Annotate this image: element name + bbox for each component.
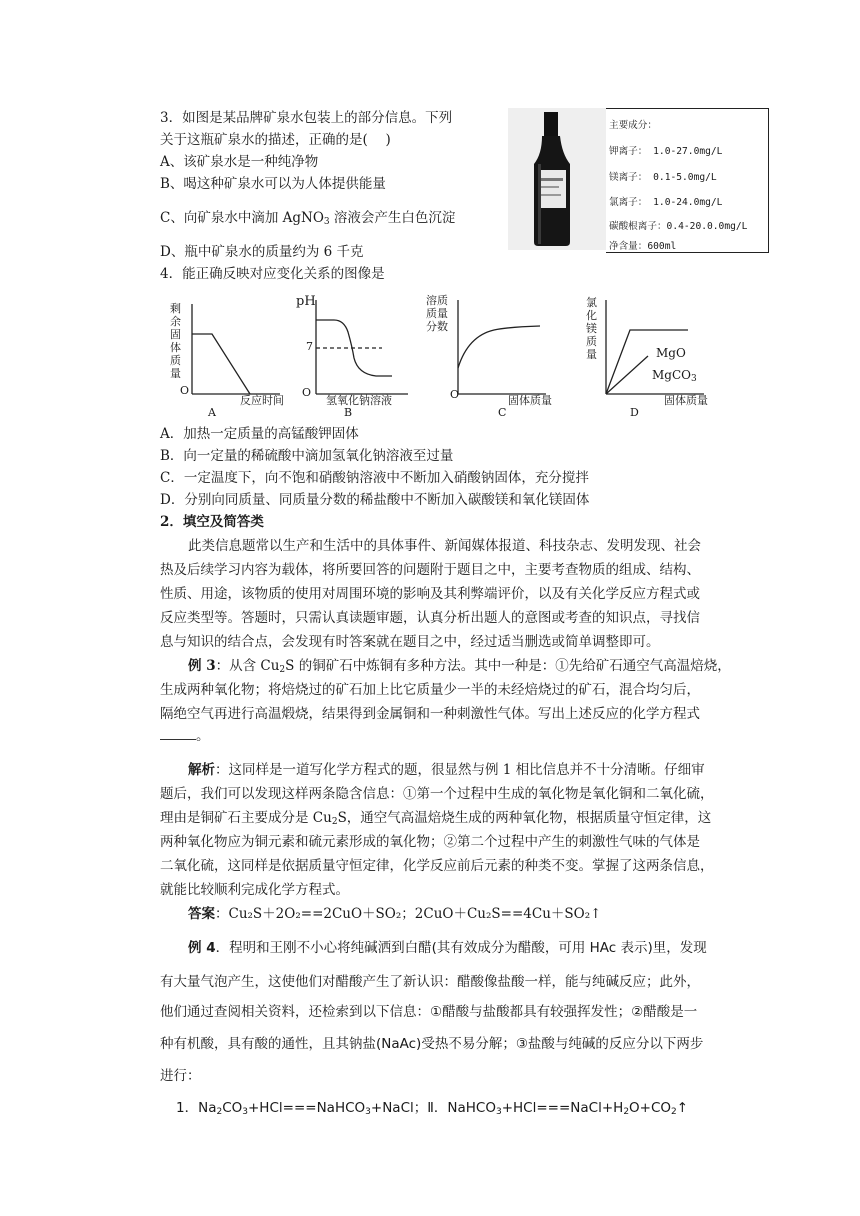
graph-c-ylabel: 溶质 质量 分数 — [426, 294, 448, 333]
q3-option-c-sub: 3 — [323, 217, 330, 227]
ex4-label: 例 4 — [188, 940, 216, 956]
graph-a-origin: O — [180, 384, 190, 397]
q3-option-c-post: 溶液会产生白色沉淀 — [329, 210, 456, 226]
q3-option-b: B、喝这种矿泉水可以为人体提供能量 — [160, 176, 386, 192]
label-row-net-content: 净含量：600ml — [609, 241, 677, 252]
q4-stem: 4．能正确反映对应变化关系的图像是 — [160, 266, 385, 282]
q3-stem-line1: 3．如图是某品牌矿泉水包装上的部分信息。下列 — [160, 110, 453, 126]
label-row-magnesium: 镁离子： 0.1-5.0mg/L — [609, 172, 717, 183]
analysis-label: 解析 — [188, 762, 215, 778]
bottle-icon — [508, 108, 608, 250]
label-row-chloride: 氯离子： 1.0-24.0mg/L — [609, 197, 723, 208]
q3-stem-line2: 关于这瓶矿泉水的描述，正确的是( ) — [160, 132, 391, 148]
section-para-line3: 性质、用途，该物质的使用对周围环境的影响及其利弊端评价，以及有关化学反应方程式或 — [160, 586, 700, 602]
q4-option-d: D．分别向同质量、同质量分数的稀盐酸中不断加入碳酸镁和氧化镁固体 — [160, 492, 590, 508]
analysis-line6: 就能比较顺利完成化学方程式。 — [160, 882, 349, 898]
graph-a — [192, 304, 280, 394]
graph-d-letter: D — [630, 406, 639, 419]
q3-option-d: D、瓶中矿泉水的质量约为 6 千克 — [160, 244, 364, 260]
graph-b-ylabel: pH — [296, 294, 316, 309]
section-heading: 2．填空及简答类 — [160, 514, 264, 530]
ex3-line4: 。 — [160, 726, 210, 746]
mineral-water-label — [606, 108, 769, 253]
section-para-line2: 热及后续学习内容为载体，将所要回答的问题附于题目之中，主要考查物质的组成、结构、 — [160, 562, 700, 578]
ex3-line1: 例 3：从含 $Cu_2S$ 的铜矿石中炼铜有多种方法。其中一种是：①先给矿石通空气高温焙烧， — [188, 658, 731, 675]
graph-a-xlabel: 反应时间 — [240, 394, 284, 407]
graph-a-letter: A — [208, 406, 216, 419]
answer-line: 答案：Cu₂S＋2O₂==2CuO＋SO₂；2CuO＋Cu₂S==4Cu＋SO₂↑ — [188, 906, 602, 922]
analysis-line5: 二氧化硫，这同样是依据质量守恒定律，化学反应前后元素的种类不变。掌握了这两条信息， — [160, 858, 714, 874]
section-para-line4: 反应类型等。答题时，只需认真读题审题，认真分析出题人的意图或考查的知识点，寻找信 — [160, 610, 700, 626]
ex3-label: 例 3 — [188, 658, 216, 674]
q4-graphs — [168, 292, 728, 422]
q3-option-c-pre: C、向矿泉水中滴加 AgNO — [160, 210, 324, 226]
graph-c-letter: C — [498, 406, 507, 419]
bottle-photo — [508, 108, 609, 250]
q4-option-b: B．向一定量的稀硫酸中滴加氢氧化钠溶液至过量 — [160, 448, 454, 464]
graph-d-xlabel: 固体质量 — [664, 394, 708, 407]
graph-b-xlabel: 氢氧化钠溶液 — [326, 394, 392, 407]
analysis-line3: 理由是铜矿石主要成分是 $Cu_2S$，通空气高温焙烧生成的两种氧化物，根据质量守恒定律，这 — [160, 810, 712, 827]
graph-c-xlabel: 固体质量 — [508, 394, 552, 407]
graph-b — [316, 300, 408, 394]
ex4-line3: 他们通过查阅相关资料，还检索到以下信息：①醋酸与盐酸都具有较强挥发性；②醋酸是一 — [160, 1004, 698, 1020]
analysis-line2: 题后，我们可以发现这样两条隐含信息：①第一个过程中生成的氧化物是氧化铜和二氧化硫， — [160, 786, 714, 802]
ex4-line5: 进行： — [160, 1068, 201, 1084]
graph-d-line-mgco3: MgCO$_3$ — [652, 368, 697, 384]
graph-b-origin: O — [302, 386, 312, 399]
answer-blank — [160, 727, 196, 740]
graph-a-ylabel: 剩余 固体 质量 — [170, 302, 181, 380]
analysis-line1: 解析：这同样是一道写化学方程式的题，很显然与例 1 相比信息并不十分清晰。仔细审 — [188, 762, 705, 778]
section-para-line5: 息与知识的结合点，会发现有时答案就在题目之中，经过适当删选或简单调整即可。 — [160, 634, 660, 650]
q4-option-c: C．一定温度下，向不饱和硝酸钠溶液中不断加入硝酸钠固体，充分搅拌 — [160, 470, 589, 486]
section-para-line1: 此类信息题常以生产和生活中的具体事件、新闻媒体报道、科技杂志、发明发现、社会 — [188, 538, 701, 554]
graph-d-ylabel: 氯 化 镁 质 量 — [586, 296, 597, 361]
answer-label: 答案 — [188, 906, 215, 922]
ex3-line3: 隔绝空气再进行高温煅烧，结果得到金属铜和一种刺激性气体。写出上述反应的化学方程式 — [160, 706, 700, 722]
q3-option-c — [160, 208, 455, 228]
ex3-line2: 生成两种氧化物；将焙烧过的矿石加上比它质量少一半的未经焙烧过的矿石，混合均匀后， — [160, 682, 700, 698]
graph-b-mark-7: 7 — [306, 340, 313, 353]
label-row-potassium: 钾离子： 1.0-27.0mg/L — [609, 146, 723, 157]
ex4-equations: 1．$Na_2CO_3+HCl===NaHCO_3+NaCl$；Ⅱ．$NaHCO_3+HCl===NaCl+H_2O+CO_2↑$ — [176, 1100, 689, 1117]
q3-option-a: A、该矿泉水是一种纯净物 — [160, 154, 319, 170]
graph-b-letter: B — [344, 406, 353, 419]
ex4-line4: 种有机酸，具有酸的通性，且其钠盐(NaAc)受热不易分解；③盐酸与纯碱的反应分以下两步 — [160, 1036, 704, 1052]
ex4-line2: 有大量气泡产生，这使他们对醋酸产生了新认识：醋酸像盐酸一样，能与纯碱反应；此外， — [160, 974, 700, 990]
q4-option-a: A．加热一定质量的高锰酸钾固体 — [160, 426, 359, 442]
label-title: 主要成分： — [609, 120, 657, 131]
ex4-line1: 例 4．程明和王刚不小心将纯碱洒到白醋(其有效成分为醋酸，可用 HAc 表示)里，发现 — [188, 940, 707, 956]
graph-c-origin: O — [450, 388, 460, 401]
label-row-carbonate: 碳酸根离子：0.4-20.0.0mg/L — [609, 221, 748, 232]
analysis-line4: 两种氧化物应为铜元素和硫元素形成的氧化物；②第二个过程中产生的刺激性气味的气体是 — [160, 834, 700, 850]
graph-c — [458, 300, 546, 394]
graph-d-line-mgo: MgO — [656, 346, 686, 360]
